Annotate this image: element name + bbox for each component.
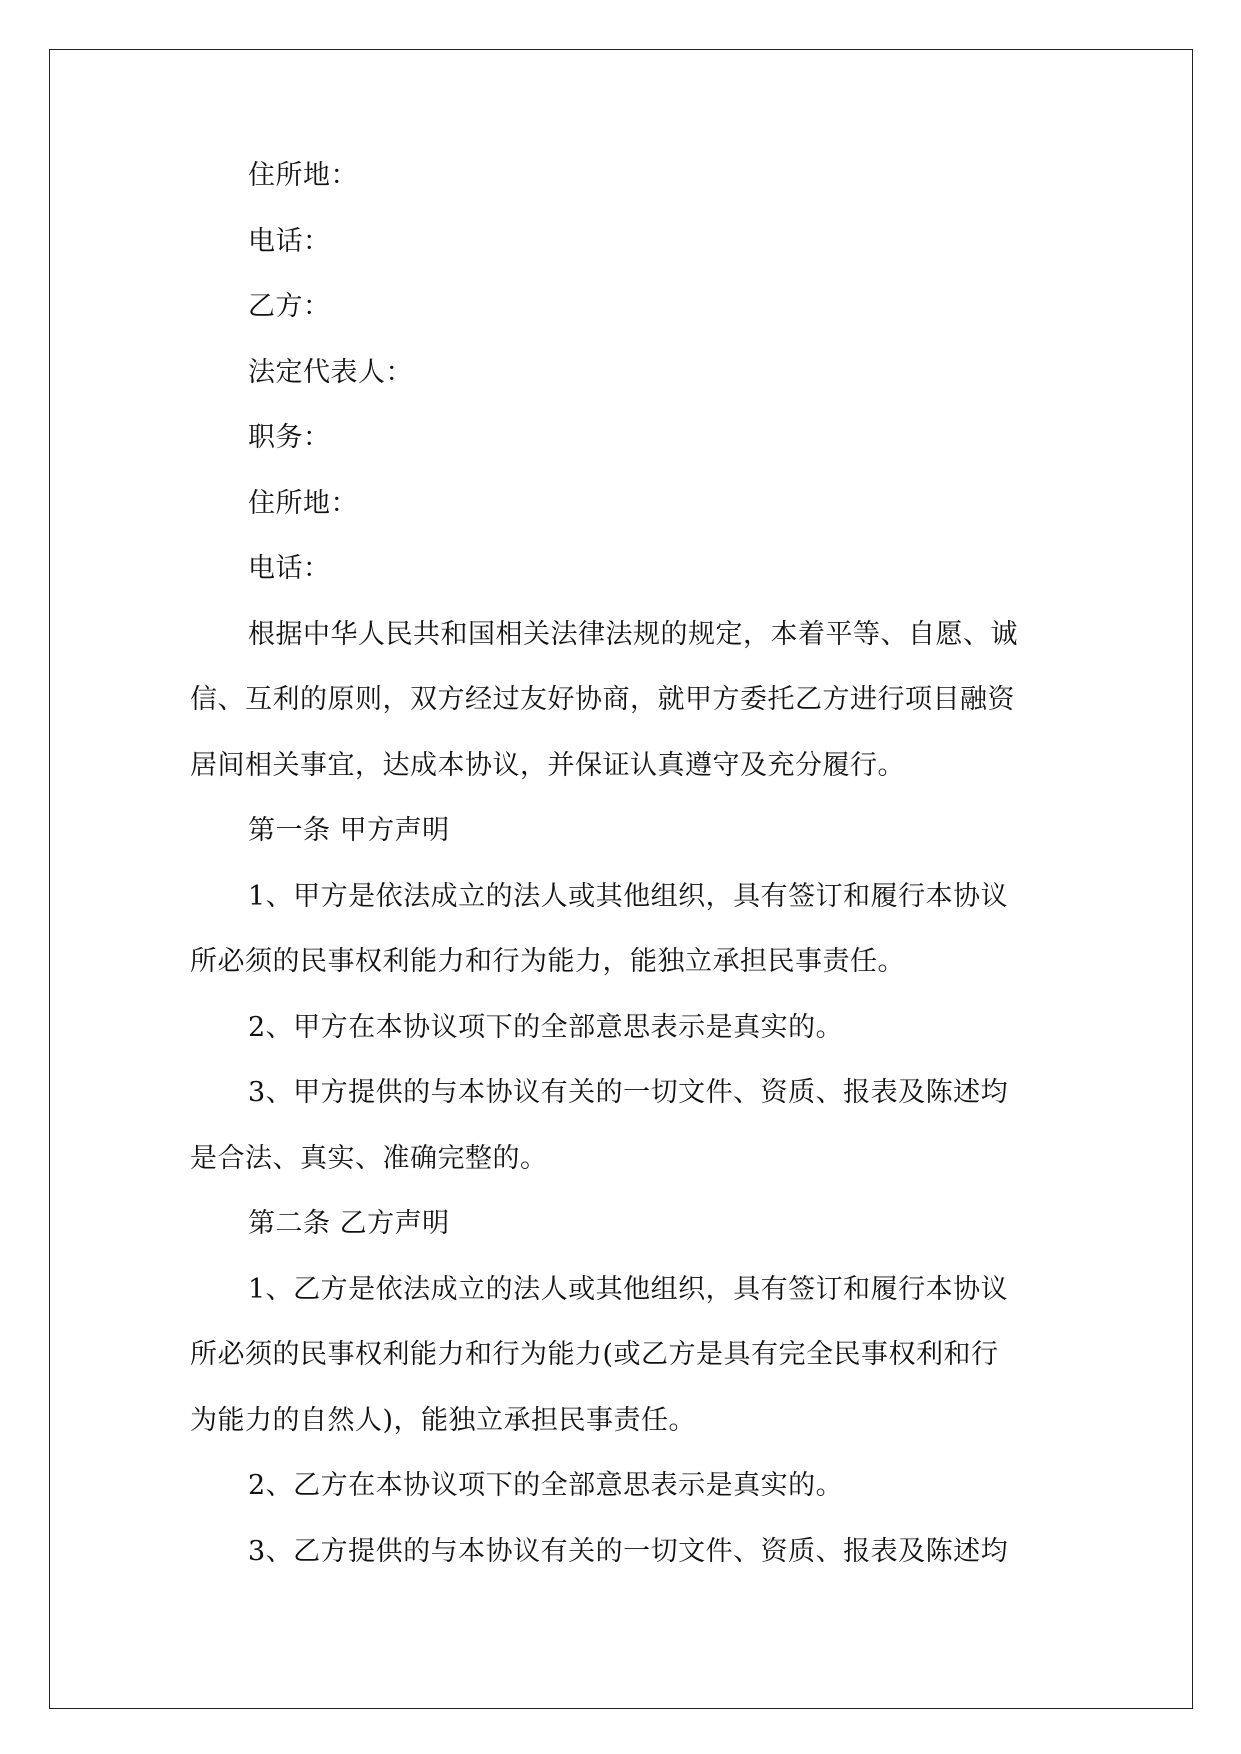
paragraph-line: 信、互利的原则，双方经过友好协商，就甲方委托乙方进行项目融资: [190, 684, 1015, 715]
document-body: [190, 155, 1054, 1596]
clause-line: 所必须的民事权利能力和行为能力(或乙方是具有完全民事权利和行: [190, 1339, 999, 1370]
clause-line: 3、甲方提供的与本协议有关的一切文件、资质、报表及陈述均: [248, 1077, 1009, 1108]
clause-line: 3、乙方提供的与本协议有关的一切文件、资质、报表及陈述均: [248, 1535, 1009, 1567]
paragraph-line: 根据中华人民共和国相关法律法规的规定，本着平等、自愿、诚: [248, 618, 1018, 650]
clause-line: 所必须的民事权利能力和行为能力，能独立承担民事责任。: [190, 946, 905, 977]
text-line: 职务：: [248, 422, 331, 453]
text-line: 住所地：: [248, 487, 358, 519]
text-line: 电话：: [248, 553, 331, 584]
clause-line: 2、甲方在本协议项下的全部意思表示是真实的。: [248, 1011, 844, 1043]
section-heading: 第一条 甲方声明: [248, 815, 450, 846]
text-line: 乙方：: [248, 291, 331, 322]
clause-line: 1、乙方是依法成立的法人或其他组织，具有签订和履行本协议: [248, 1273, 1009, 1305]
clause-line: 是合法、真实、准确完整的。: [190, 1142, 548, 1174]
clause-line: 2、乙方在本协议项下的全部意思表示是真实的。: [248, 1470, 844, 1501]
clause-line: 1、甲方是依法成立的法人或其他组织，具有签订和履行本协议: [248, 880, 1009, 912]
text-line: 电话：: [248, 225, 331, 257]
text-line: 法定代表人：: [248, 356, 413, 388]
paragraph-line: 居间相关事宜，达成本协议，并保证认真遵守及充分履行。: [190, 749, 905, 781]
clause-line: 为能力的自然人)，能独立承担民事责任。: [190, 1404, 697, 1436]
section-heading: 第二条 乙方声明: [248, 1208, 450, 1239]
text-line: 住所地：: [248, 160, 358, 191]
